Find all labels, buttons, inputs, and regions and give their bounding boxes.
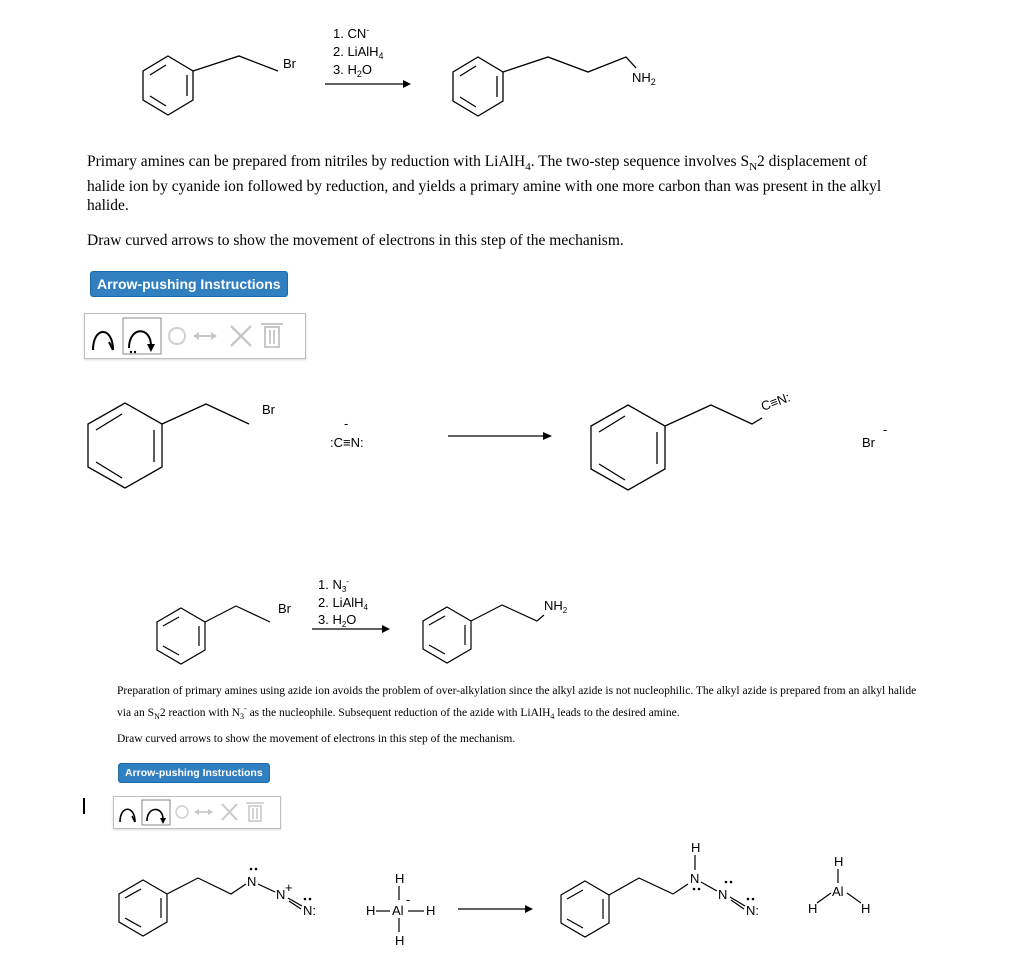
svg-text:H: H: [395, 933, 405, 948]
svg-text:N:: N:: [303, 903, 316, 918]
svg-text:+: +: [285, 880, 293, 895]
svg-text:-: -: [344, 416, 349, 431]
svg-text:3. H2O: 3. $H_2O$: [333, 62, 372, 79]
svg-text:1. N3-: 1. $N_3^-$: [318, 577, 349, 594]
svg-text:Al: Al: [392, 903, 404, 918]
svg-text:H: H: [426, 903, 436, 918]
amide-azide-group: [690, 840, 759, 918]
mech2-product-benzene: [561, 881, 609, 937]
product2-nh2-label: $NH_2$: [544, 598, 568, 615]
svg-text:N: N: [718, 887, 728, 902]
svg-text:H: H: [691, 840, 701, 855]
bromide-leaving-group: Br: [862, 435, 875, 450]
svg-text:2. LiAlH4: 2. LiAlH$_4$: [318, 595, 368, 612]
nitrile-group: C≡N:: [758, 389, 793, 414]
azide-group: [247, 868, 316, 918]
svg-text:-: -: [883, 422, 888, 437]
svg-text:H: H: [834, 854, 844, 869]
svg-text:N: N: [276, 887, 286, 902]
arrow-pushing-instructions-button[interactable]: Arrow-pushing Instructions: [90, 271, 288, 297]
svg-text:2. LiAlH4: 2. LiAlH$_4$: [333, 44, 384, 61]
cond1-line2: 2. LiAlH: [333, 44, 379, 59]
aluminum-hydride: [808, 854, 870, 916]
azide-paragraph: Preparation of primary amines using azide ion avoids the problem of over-alkylation since the alkyl azide is not nucleophilic. The alkyl azide is prepared from an alkyl halide via an $S_N2$ reaction with $N_3^-$ as the nucleophile. Subsequent reduction of the azide with LiAlH$_4$ leads to the desired amine.: [117, 685, 917, 722]
reactant2-br-label: Br: [278, 601, 291, 616]
svg-text:1. CN-: 1. CN-: [333, 25, 370, 41]
svg-text:H: H: [366, 903, 376, 918]
cond1-line3: 3. H: [333, 62, 357, 77]
mech2-reactant-benzene: [119, 880, 167, 936]
mech1-br-label: Br: [262, 402, 275, 417]
svg-text:-: -: [406, 892, 411, 907]
svg-text:H: H: [808, 901, 818, 916]
svg-text:N:: N:: [746, 903, 759, 918]
reactant1-br-label: Br: [283, 56, 296, 71]
product1-nh2-label: $NH_2$: [632, 70, 656, 87]
svg-text:H: H: [395, 871, 405, 886]
svg-text:H: H: [861, 901, 871, 916]
intro-paragraph: Primary amines can be prepared from nitriles by reduction with LiAlH$_4$. The two-step sequence involves $S_N2$ displacement of halide ion by cyanide ion followed by reduction, and yields a primary amine with one more carbon than was present in the alkyl halide.: [87, 153, 882, 215]
svg-text:Al: Al: [832, 884, 844, 899]
svg-text:3. H2O: 3. $H_2O$: [318, 612, 357, 629]
svg-text:N: N: [690, 871, 700, 886]
svg-text:N: N: [247, 874, 257, 889]
instruction-prompt: Draw curved arrows to show the movement of electrons in this step of the mechanism.: [87, 232, 624, 249]
arrow-pushing-instructions-button-2[interactable]: Arrow-pushing Instructions: [118, 763, 270, 783]
instruction-prompt-2: Draw curved arrows to show the movement of electrons in this step of the mechanism.: [117, 733, 516, 745]
cond1-line1: 1. CN: [333, 26, 367, 41]
cyanide-nucleophile: :C≡N:: [330, 435, 364, 450]
lithium-aluminum-hydride-anion: [366, 871, 435, 948]
